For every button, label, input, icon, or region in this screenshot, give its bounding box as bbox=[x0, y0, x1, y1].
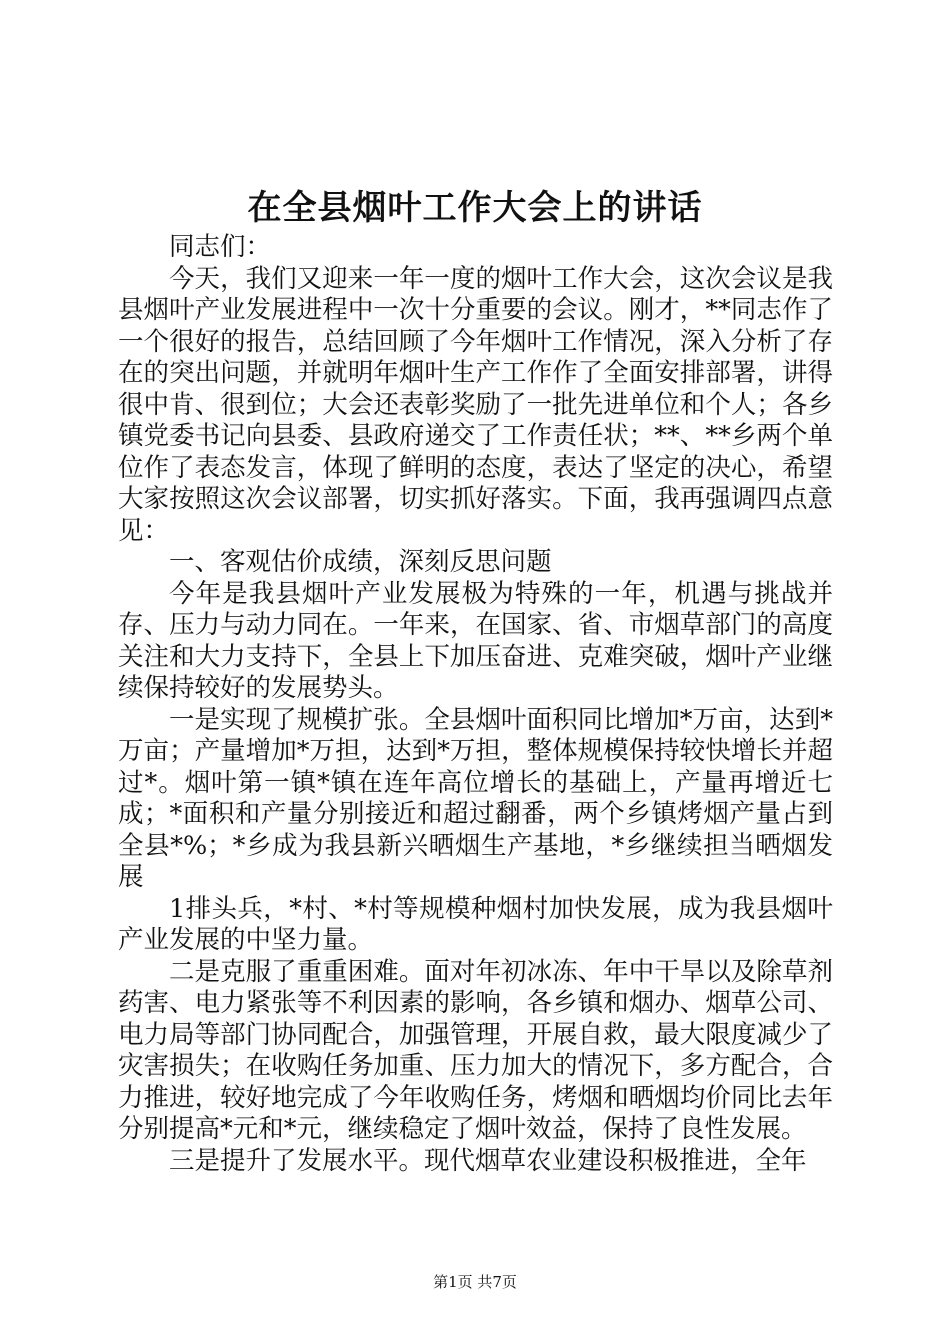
paragraph-overview: 今年是我县烟叶产业发展极为特殊的一年，机遇与挑战并存、压力与动力同在。一年来，在国家、省、市烟草部门的高度关注和大力支持下，全县上下加压奋进、克难突破，烟叶产业继续保持较好的发展势头。 bbox=[118, 578, 833, 703]
page-number-footer: 第1页 共7页 bbox=[433, 1273, 517, 1291]
paragraph-point-2: 二是克服了重重困难。面对年初冰冻、年中干旱以及除草剂药害、电力紧张等不利因素的影响，各乡镇和烟办、烟草公司、电力局等部门协同配合，加强管理，开展自救，最大限度减少了灾害损失；在收购任务加重、压力加大的情况下，多方配合，合力推进，较好地完成了今年收购任务，烤烟和晒烟均价同比去年分别提高*元和*元，继续稳定了烟叶效益，保持了良性发展。 bbox=[118, 956, 833, 1144]
paragraph-opening: 今天，我们又迎来一年一度的烟叶工作大会，这次会议是我县烟叶产业发展进程中一次十分重要的会议。刚才，**同志作了一个很好的报告，总结回顾了今年烟叶工作情况，深入分析了存在的突出问题，并就明年烟叶生产工作作了全面安排部署，讲得很中肯、很到位；大会还表彰奖励了一批先进单位和个人；各乡镇党委书记向县委、县政府递交了工作责任状；**、**乡两个单位作了表态发言，体现了鲜明的态度，表达了坚定的决心，希望大家按照这次会议部署，切实抓好落实。下面，我再强调四点意见： bbox=[118, 263, 833, 546]
paragraph-point-1-continued: 1排头兵，*村、*村等规模种烟村加快发展，成为我县烟叶产业发展的中坚力量。 bbox=[118, 893, 833, 955]
paragraph-point-3: 三是提升了发展水平。现代烟草农业建设积极推进，全年 bbox=[169, 1145, 807, 1176]
document-body bbox=[118, 232, 833, 1177]
document-title: 在全县烟叶工作大会上的讲话 bbox=[247, 188, 703, 228]
paragraph-salutation: 同志们： bbox=[169, 232, 272, 262]
paragraph-point-1: 一是实现了规模扩张。全县烟叶面积同比增加*万亩，达到*万亩；产量增加*万担，达到*万担，整体规模保持较快增长并超过*。烟叶第一镇*镇在连年高位增长的基础上，产量再增近七成；*面积和产量分别接近和超过翻番，两个乡镇烤烟产量占到全县*%；*乡成为我县新兴晒烟生产基地，*乡继续担当晒烟发展 bbox=[118, 704, 833, 892]
section-heading-1: 一、客观估价成绩，深刻反思问题 bbox=[169, 547, 552, 577]
